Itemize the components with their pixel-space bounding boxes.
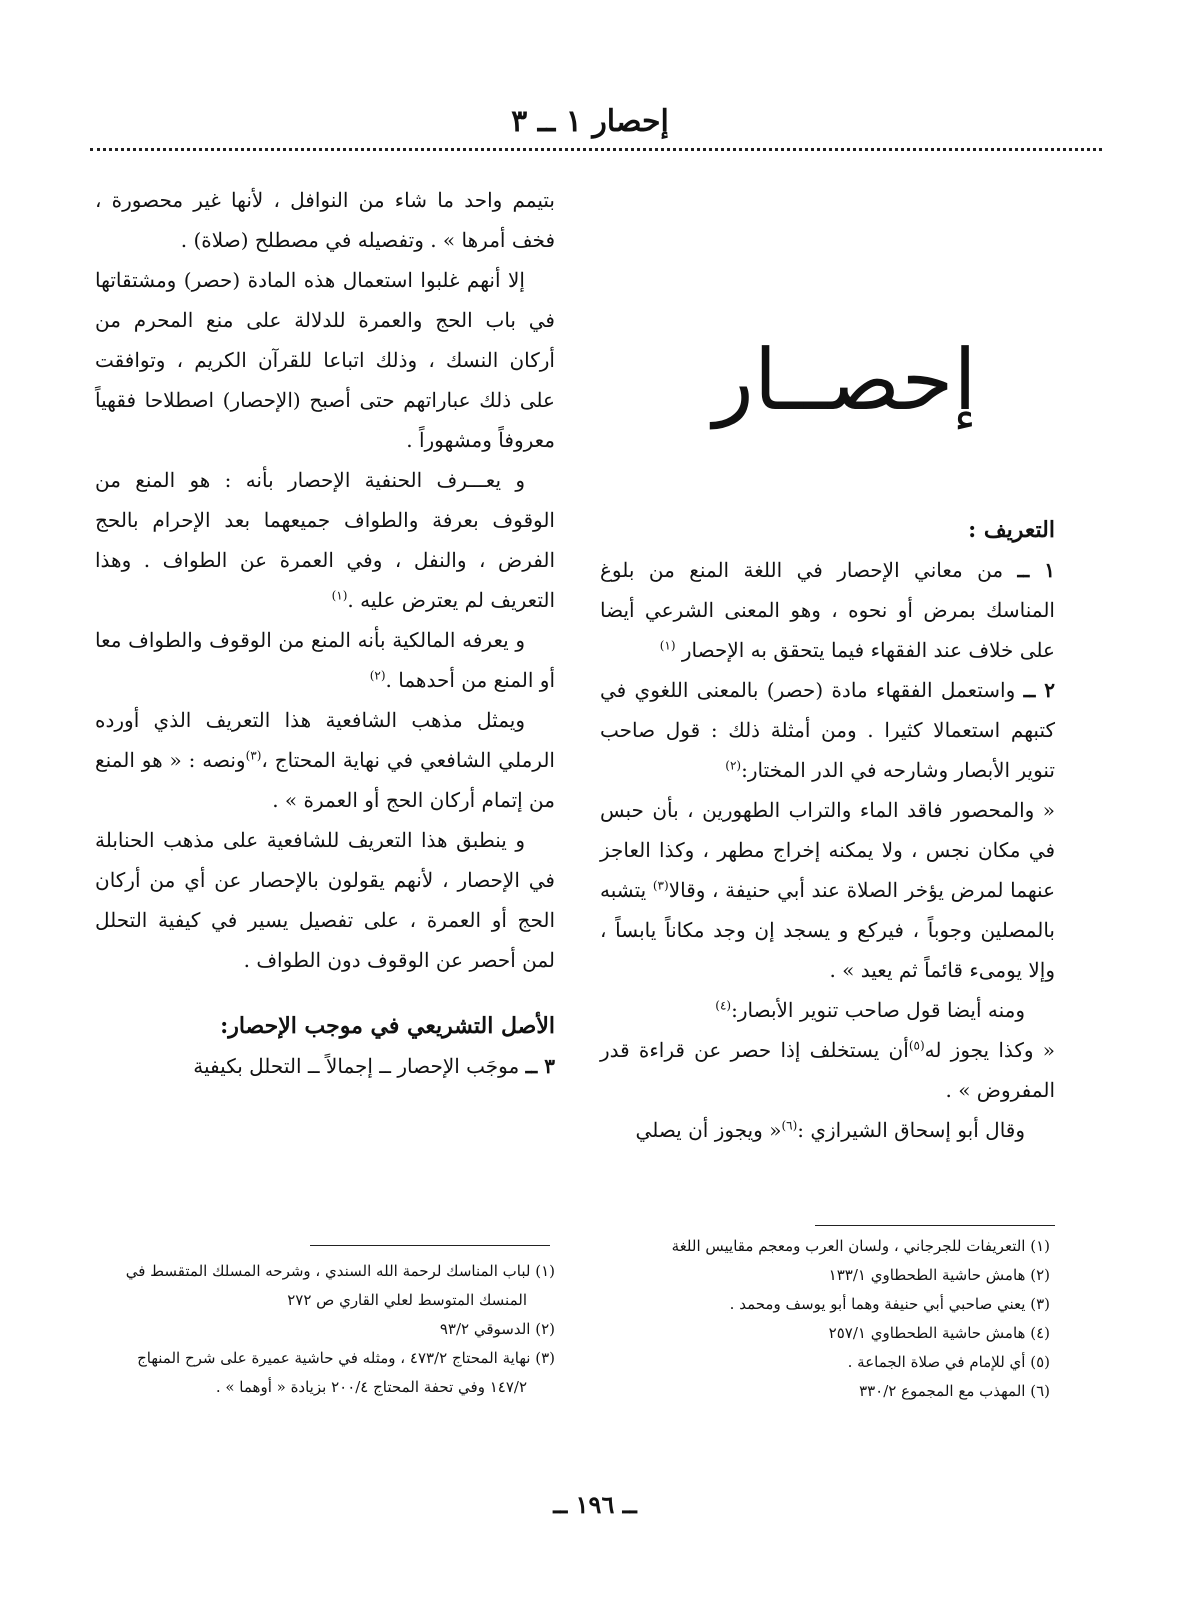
header-divider — [90, 148, 1102, 151]
footnote-marker: (٥) — [908, 1038, 925, 1053]
paragraph — [95, 620, 555, 700]
footnote: (٢) الدسوقي ٩٣/٢ — [439, 1320, 555, 1338]
footnotes-left — [95, 1257, 555, 1402]
paragraph — [600, 990, 1055, 1030]
item-number: ٣ ــ — [525, 1054, 555, 1078]
footnote: (٣) يعني صاحبي أبي حنيفة وهما أبو يوسف ومحمد . — [729, 1295, 1050, 1313]
quote-text: « وكذا يجوز له — [924, 1038, 1055, 1062]
left-column — [95, 180, 555, 1086]
running-title: إحصار ١ ــ ٣ — [511, 104, 669, 139]
footnote: (٥) أي للإمام في صلاة الجماعة . — [847, 1353, 1050, 1371]
numbered-item — [600, 550, 1055, 670]
footnote: (٢) هامش حاشية الطحطاوي ١٣٣/١ — [828, 1266, 1050, 1284]
footnote-marker: (٣) — [652, 878, 669, 893]
paragraph-text: و يعـــرف الحنفية الإحصار بأنه : هو المنع من الوقوف بعرفة والطواف جميعهما بعد الإحرام بالحج الفرض ، والنفل ، وفي العمرة عن الطواف . وهذا التعريف لم يعترض عليه . — [95, 468, 555, 612]
footnote-marker: (٦) — [781, 1118, 798, 1133]
paragraph-text: و يعرفه المالكية بأنه المنع من الوقوف والطواف معا أو المنع من أحدهما . — [95, 628, 555, 692]
footnote-marker: (١) — [659, 638, 676, 653]
footnote-marker: (١) — [331, 588, 348, 603]
paragraph-text: ويمثل مذهب الشافعية هذا التعريف الذي أورده الرملي الشافعي في نهاية المحتاج ، — [95, 708, 555, 772]
footnote-marker: (٢) — [369, 668, 386, 683]
item-number: ١ ــ — [1017, 558, 1056, 582]
footnote-continuation: المنسك المتوسط لعلي القاري ص ٢٧٢ — [287, 1291, 527, 1309]
paragraph: بتيمم واحد ما شاء من النوافل ، لأنها غير محصورة ، فخف أمرها » . وتفصيله في مصطلح (صلاة) . — [95, 188, 555, 252]
paragraph-text: وقال أبو إسحاق الشيرازي : — [797, 1118, 1025, 1142]
item-number: ٢ ــ — [1023, 678, 1055, 702]
quotation — [600, 790, 1055, 990]
item-text: موجَب الإحصار ــ إجمالاً ــ التحلل بكيفية — [193, 1054, 520, 1078]
numbered-item — [600, 670, 1055, 790]
footnotes-right — [600, 1232, 1050, 1406]
paragraph — [95, 700, 555, 820]
item-text: واستعمل الفقهاء مادة (حصر) بالمعنى اللغوي في كتبهم استعمالا كثيرا . ومن أمثلة ذلك : قول صاحب تنوير الأبصار وشارحه في الدر المختار: — [600, 678, 1055, 782]
footnote-marker: (٢) — [725, 758, 742, 773]
quote-text: أن يستخلف إذا حصر عن قراءة قدر المفروض » . — [600, 1038, 1055, 1102]
footnote: (١) لباب المناسك لرحمة الله السندي ، وشرحه المسلك المتقسط في — [125, 1262, 555, 1280]
footnote-continuation: ١٤٧/٢ وفي تحفة المحتاج ٢٠٠/٤ بزيادة « أوهما » . — [215, 1378, 527, 1396]
footnote: (٣) نهاية المحتاج ٤٧٣/٢ ، ومثله في حاشية عميرة على شرح المنهاج — [137, 1349, 555, 1367]
paragraph-text: ومنه أيضا قول صاحب تنوير الأبصار: — [731, 998, 1025, 1022]
paragraph-text: ونصه : « هو المنع من إتمام أركان الحج أو العمرة » . — [95, 748, 555, 812]
footnote-divider — [310, 1245, 550, 1246]
right-column — [600, 510, 1055, 1150]
quote-text: « ويجوز أن يصلي — [635, 1118, 782, 1142]
section-heading: التعريف : — [968, 517, 1055, 543]
entry-title: إحصــار — [713, 331, 977, 429]
paragraph — [95, 460, 555, 620]
section-heading: الأصل التشريعي في موجب الإحصار: — [220, 1013, 555, 1039]
quotation — [600, 1030, 1055, 1110]
item-text: من معاني الإحصار في اللغة المنع من بلوغ المناسك بمرض أو نحوه ، وهو المعنى الشرعي أيضا على خلاف عند الفقهاء فيما يتحقق به الإحصار — [600, 558, 1055, 662]
paragraph: و ينطبق هذا التعريف للشافعية على مذهب الحنابلة في الإحصار ، لأنهم يقولون بالإحصار عن أي من أركان الحج أو العمرة ، على تفصيل يسير في كيفية التحلل لمن أحصر عن الوقوف دون الطواف . — [95, 828, 555, 972]
quote-text: « والمحصور فاقد الماء والتراب الطهورين ، بأن حبس في مكان نجس ، ولا يمكنه إخراج مطهر ، وكذا العاجز عنهما لمرض يؤخر الصلاة عند أبي حنيفة ، وقالا — [600, 798, 1056, 902]
paragraph: إلا أنهم غلبوا استعمال هذه المادة (حصر) ومشتقاتها في باب الحج والعمرة للدلالة على منع المحرم من أركان النسك ، وذلك اتباعا للقرآن الكريم ، وتوافقت على ذلك عباراتهم حتى أصبح (الإحصار) اصطلاحا فقهياً معروفاً ومشهوراً . — [95, 268, 555, 452]
paragraph — [600, 1110, 1055, 1150]
footnote-marker: (٣) — [245, 748, 262, 763]
footnote: (٦) المهذب مع المجموع ٣٣٠/٢ — [859, 1382, 1050, 1400]
quote-text: يتشبه بالمصلين وجوباً ، فيركع و يسجد إن وجد مكاناً يابساً ، وإلا يومىء قائماً ثم يعيد » . — [600, 878, 1055, 982]
footnote-divider — [815, 1225, 1055, 1226]
page-number: ــ ١٩٦ ــ — [553, 1490, 637, 1519]
footnote-marker: (٤) — [715, 998, 732, 1013]
footnote: (٤) هامش حاشية الطحطاوي ٢٥٧/١ — [828, 1324, 1050, 1342]
footnote: (١) التعريفات للجرجاني ، ولسان العرب ومعجم مقاييس اللغة — [671, 1237, 1050, 1255]
numbered-item — [95, 1046, 555, 1086]
